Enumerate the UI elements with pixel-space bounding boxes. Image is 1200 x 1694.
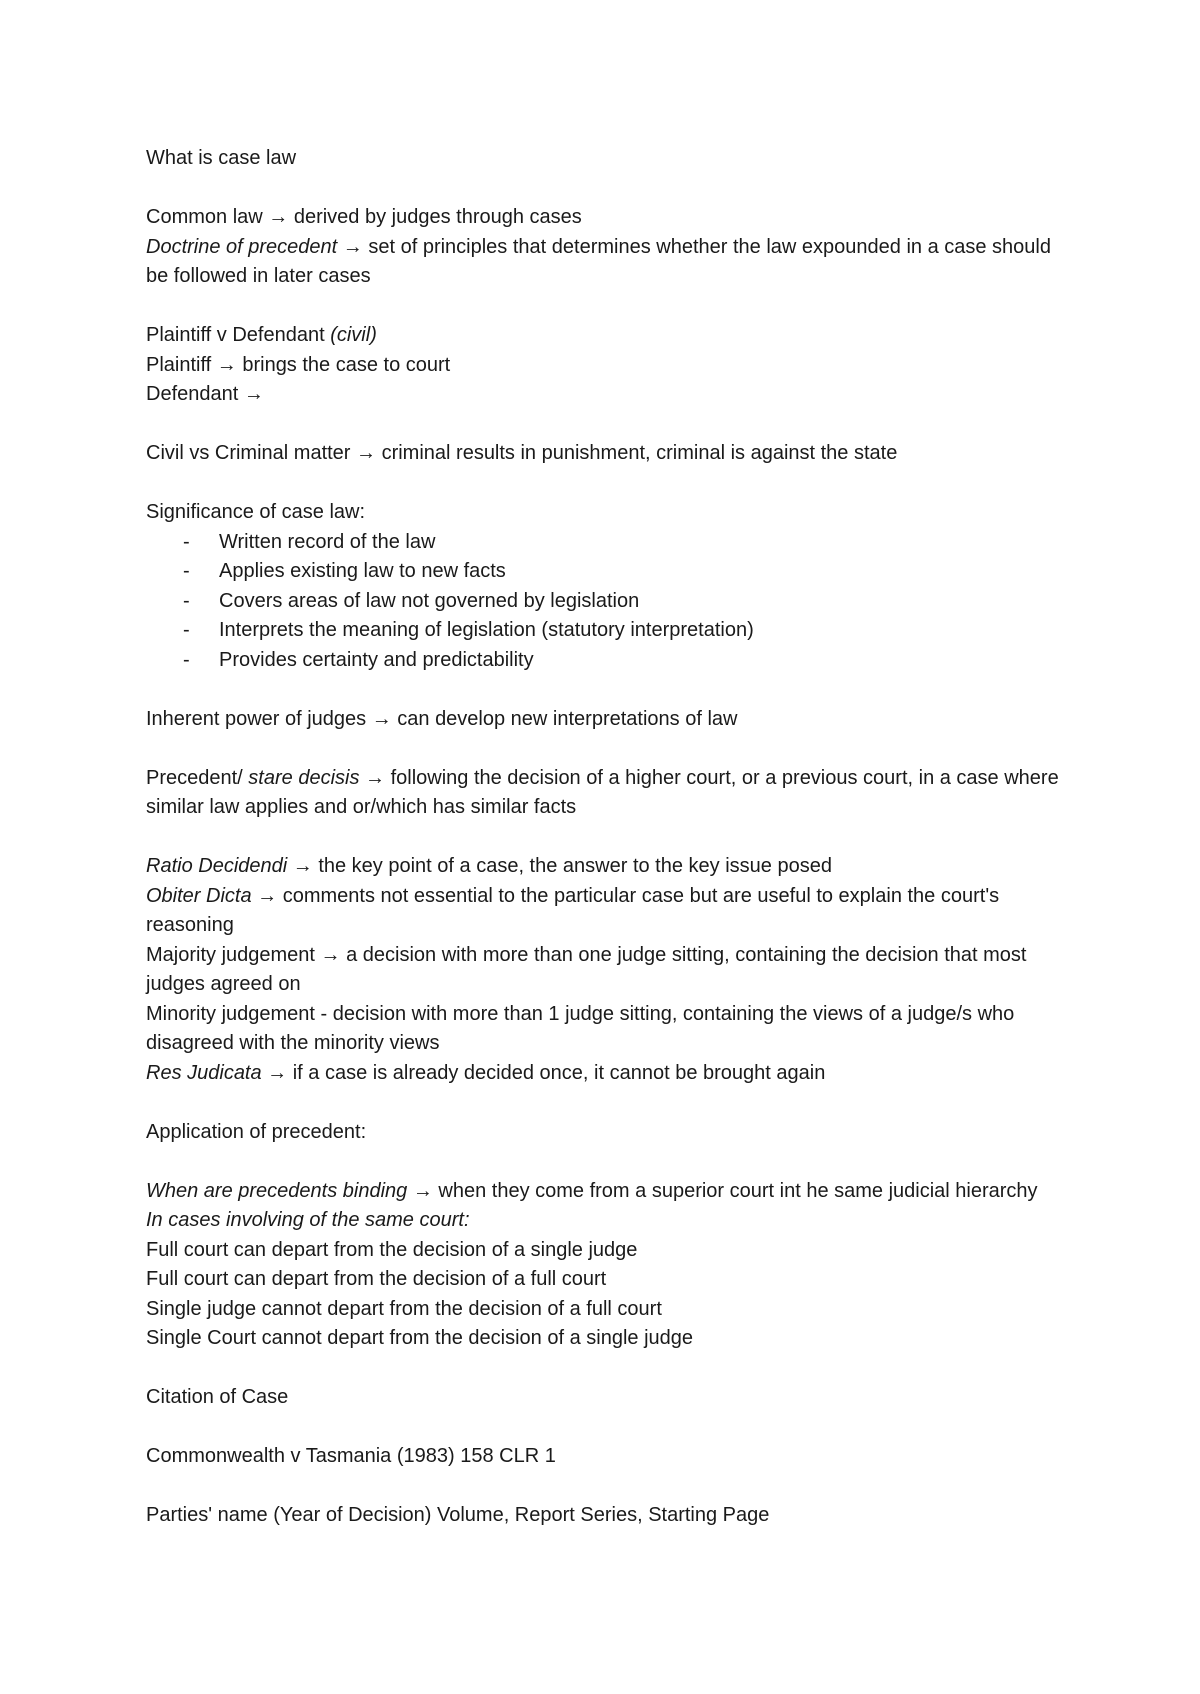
application-title: Application of precedent:: [146, 1120, 367, 1143]
res-judicata-term: Res Judicata: [146, 1061, 262, 1084]
res-judicata-text: → if a case is already decided once, it cannot be brought again: [261, 1061, 826, 1084]
list-item-text: Written record of the law: [219, 530, 436, 553]
list-item-text: Covers areas of law not governed by legislation: [219, 589, 640, 612]
precedent-definition: [146, 764, 1076, 823]
defendant-definition: Defendant →: [146, 383, 264, 405]
list-item-text: Provides certainty and predictability: [219, 648, 534, 671]
ratio-term: Ratio Decidendi: [146, 855, 288, 877]
significance-title: Significance of case law:: [146, 501, 366, 523]
list-item: [146, 587, 1076, 617]
list-item-text: Applies existing law to new facts: [219, 560, 506, 582]
bullet-dash: -: [183, 589, 190, 612]
common-law-term: Common law: [146, 206, 263, 228]
bullet-dash: -: [183, 560, 190, 582]
significance-list: [146, 528, 1076, 676]
same-court-item: Single Court cannot depart from the decision of a single judge: [146, 1327, 694, 1349]
doctrine-term: Doctrine of precedent: [146, 235, 338, 258]
binding-definition: [146, 1177, 1076, 1207]
list-item: [146, 557, 1076, 587]
citation-example: Commonwealth v Tasmania (1983) 158 CLR 1: [146, 1445, 556, 1467]
citation-title: Citation of Case: [146, 1386, 289, 1408]
res-judicata-definition: [146, 1059, 1076, 1089]
civil-vs-criminal: Civil vs Criminal matter → criminal results in punishment, criminal is against the state: [146, 442, 898, 464]
bullet-dash: -: [183, 530, 190, 553]
list-item: [146, 646, 1076, 676]
binding-term: When are precedents binding: [146, 1179, 408, 1202]
precedent-text: → following the decision of a higher court, or a previous court, in a case where similar law applies and or/which has similar facts: [146, 766, 1059, 818]
plaintiff-v-defendant: [146, 321, 1076, 351]
plaintiff-definition: Plaintiff → brings the case to court: [146, 353, 451, 376]
bullet-dash: -: [183, 619, 190, 641]
minority-definition: Minority judgement - decision with more than 1 judge sitting, containing the views of a judge/s who disagreed with the minority views: [146, 1002, 1015, 1054]
citation-format: Parties' name (Year of Decision) Volume, Report Series, Starting Page: [146, 1504, 770, 1526]
common-law-text: → derived by judges through cases: [262, 206, 582, 228]
list-item: [146, 616, 1076, 646]
obiter-definition: [146, 882, 1076, 941]
binding-text: → when they come from a superior court int he same judicial hierarchy: [407, 1179, 1038, 1202]
same-court-item: Single judge cannot depart from the decision of a full court: [146, 1297, 662, 1320]
pvd-note: (civil): [330, 324, 377, 346]
obiter-text: → comments not essential to the particular case but are useful to explain the court's reasoning: [146, 884, 1000, 936]
same-court-item: Full court can depart from the decision of a single judge: [146, 1238, 638, 1261]
heading: What is case law: [146, 147, 297, 169]
obiter-term: Obiter Dicta: [146, 884, 252, 907]
same-court-title-text: In cases involving of the same court:: [146, 1209, 470, 1231]
same-court-item: Full court can depart from the decision of a full court: [146, 1268, 607, 1290]
majority-definition: Majority judgement → a decision with more than one judge sitting, containing the decision that most judges agreed on: [146, 943, 1027, 995]
list-item: [146, 528, 1076, 558]
bullet-dash: -: [183, 648, 190, 671]
inherent-power: Inherent power of judges → can develop new interpretations of law: [146, 707, 738, 730]
ratio-text: → the key point of a case, the answer to the key issue posed: [287, 855, 832, 877]
pvd-main: Plaintiff v Defendant: [146, 324, 331, 346]
same-court-title: [146, 1206, 1076, 1236]
doctrine-text: → set of principles that determines whether the law expounded in a case should be followed in later cases: [146, 235, 1051, 287]
document-page: [146, 144, 1076, 1531]
stare-decisis-term: stare decisis: [248, 766, 360, 789]
common-law-definition: [146, 203, 1076, 233]
precedent-pre: Precedent/: [146, 766, 249, 789]
ratio-definition: [146, 852, 1076, 882]
list-item-text: Interprets the meaning of legislation (statutory interpretation): [219, 619, 754, 641]
doctrine-definition: [146, 233, 1076, 292]
